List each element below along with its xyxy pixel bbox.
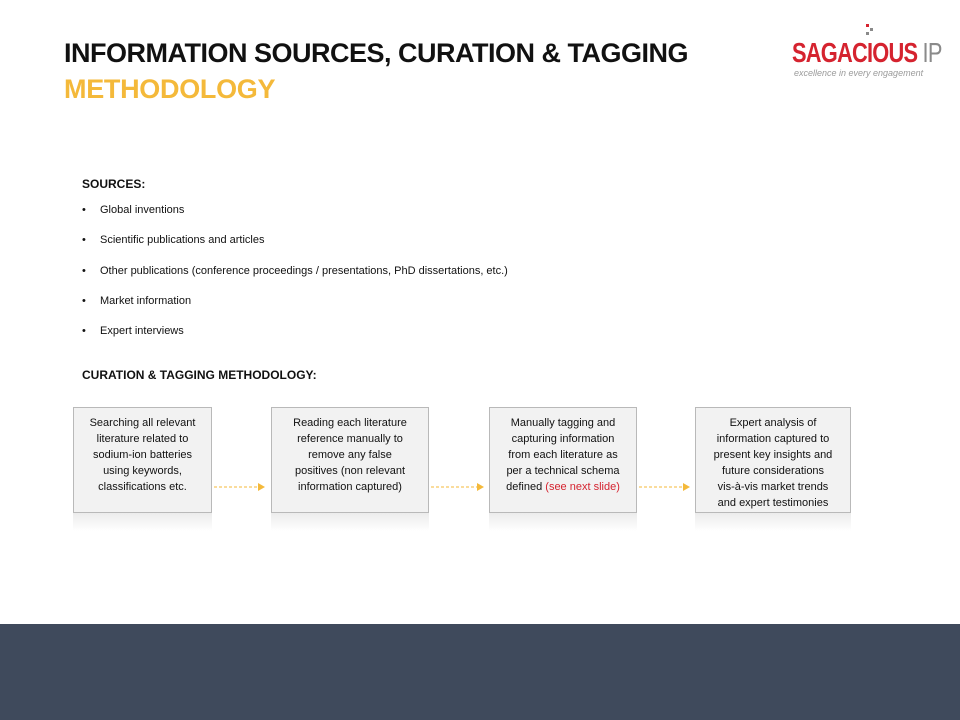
list-item: • Scientific publications and articles	[82, 234, 265, 247]
arrow-right-icon	[639, 481, 691, 493]
logo-dots-icon	[865, 24, 877, 38]
arrow-right-icon	[214, 481, 266, 493]
process-step-tagging: Manually tagging and capturing information from each literature as per a technical schema defined (see next slide)	[489, 407, 637, 513]
sources-list	[82, 203, 508, 354]
list-item: • Global inventions	[82, 204, 185, 216]
bullet-icon: •	[82, 204, 86, 216]
see-next-slide-note: (see next slide)	[545, 481, 620, 493]
page-title: INFORMATION SOURCES, CURATION & TAGGING	[64, 38, 688, 68]
bullet-icon: •	[82, 234, 86, 247]
process-step-review: Reading each literature reference manually to remove any false positives (non relevant information captured)	[271, 407, 429, 513]
process-step-expert-analysis: Expert analysis of information captured to present key insights and future considerations vis-à-vis market trends and expert testimonies	[695, 407, 851, 513]
logo-tagline: excellence in every engagement	[794, 68, 924, 78]
curation-heading: CURATION & TAGGING METHODOLOGY:	[82, 368, 317, 382]
bullet-icon: •	[82, 264, 86, 277]
bullet-icon: •	[82, 325, 86, 338]
process-step-search: Searching all relevant literature related to sodium-ion batteries using keywords, classifications etc.	[73, 407, 212, 513]
list-item: • Other publications (conference proceedings / presentations, PhD dissertations, etc.)	[82, 264, 508, 277]
footer-band	[0, 624, 960, 720]
list-item: • Expert interviews	[82, 325, 184, 338]
arrow-right-icon	[431, 481, 485, 493]
page-subtitle: METHODOLOGY	[64, 74, 276, 104]
sources-heading: SOURCES:	[82, 177, 146, 191]
bullet-icon: •	[82, 294, 86, 307]
company-logo	[790, 24, 940, 84]
list-item: • Market information	[82, 294, 192, 307]
logo-wordmark: SAGACIOUS IP	[792, 37, 942, 68]
